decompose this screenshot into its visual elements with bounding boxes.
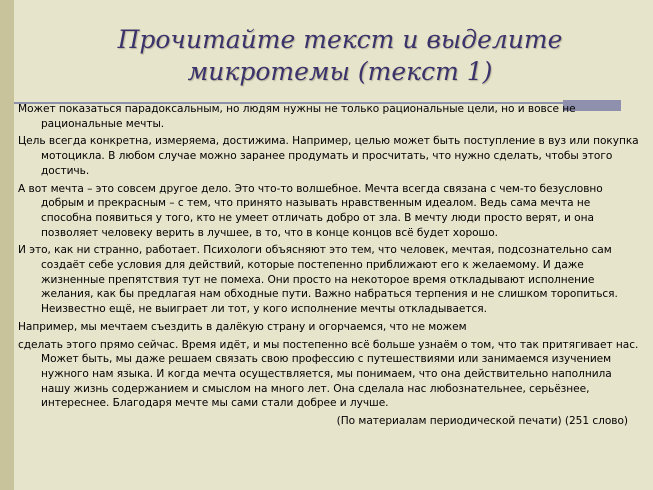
paragraph-3: А вот мечта – это совсем другое дело. Это что-то волшебное. Мечта всегда связана с чем-то безусловно добрым и прекрасным – с тем, что принято называть нравственным идеалом. Ведь сама мечта не способна появиться у того, кто не умеет отличать добро от зла. В мечту люди просто верят, и она позволяет человеку верить в лучшее, в то, что в конце концов всё будет хорошо. <box>18 182 603 239</box>
slide-title <box>60 24 620 88</box>
left-decorative-bar <box>0 0 14 490</box>
title-line-2: микротемы (текст 1) <box>187 57 493 86</box>
paragraph-5: Например, мы мечтаем съездить в далёкую страну и огорчаемся, что не можем <box>18 320 467 333</box>
source-note: (По материалам периодической печати) (251 слово) <box>336 415 628 428</box>
paragraph-1: Может показаться парадоксальным, но людям нужны не только рациональные цели, но и вовсе не рациональные мечты. <box>18 103 576 130</box>
paragraph-2: Цель всегда конкретна, измеряема, достижима. Например, целью может быть поступление в вуз или покупка мотоцикла. В любом случае можно заранее продумать и просчитать, что нужно сделать, чтобы этого достичь. <box>18 135 639 177</box>
paragraph-4: И это, как ни странно, работает. Психологи объясняют это тем, что человек, мечтая, подсознательно сам создаёт себе условия для действий, которые постепенно приближают его к желаемому. И даже жизненные препятствия тут не помеха. Они просто на некоторое время откладывают исполнение желания, как бы предлагая нам обходные пути. Важно набраться терпения и не слишком торопиться. Неизвестно ещё, не выиграет ли тот, у кого исполнение мечты откладывается. <box>18 244 618 316</box>
text-body <box>18 102 640 429</box>
title-line-1: Прочитайте текст и выделите <box>117 25 563 54</box>
paragraph-6: сделать этого прямо сейчас. Время идёт, и мы постепенно всё больше узнаём о том, что так притягивает нас. Может быть, мы даже решаем связать свою профессию с путешествиями или занимаемся изучением нужного нам языка. И когда мечта осуществляется, мы понимаем, что она действительно наполнила нашу жизнь содержанием и смыслом на много лет. Она сделала нас любознательнее, серьёзнее, интереснее. Благодаря мечте мы сами стали добрее и лучше. <box>18 338 639 410</box>
